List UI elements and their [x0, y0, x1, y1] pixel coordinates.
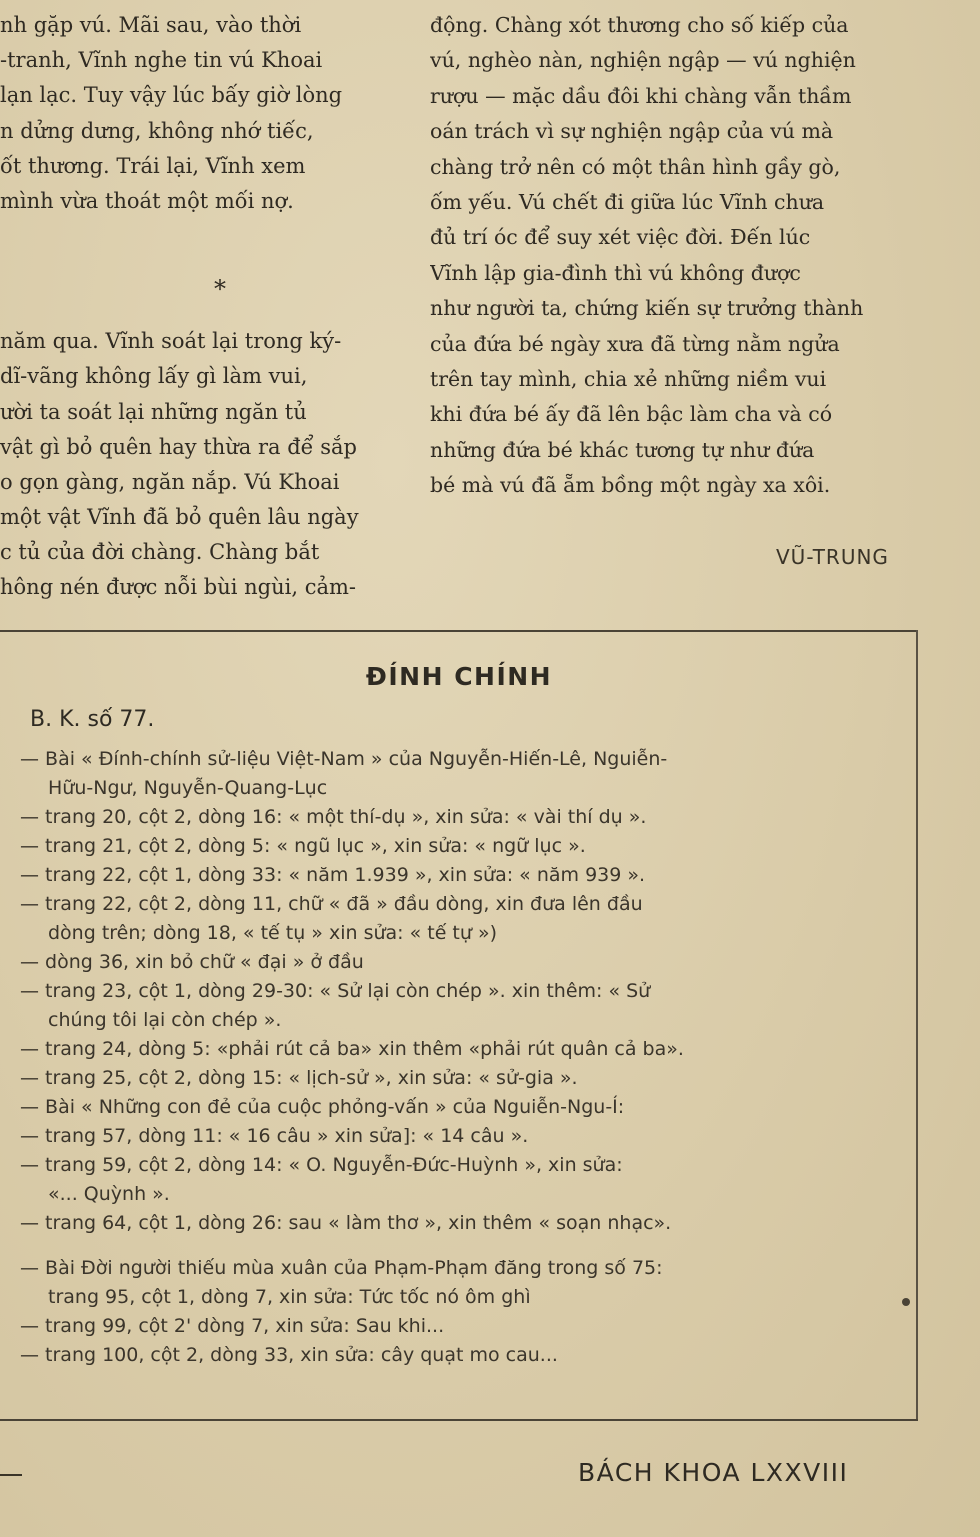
text-line: vật gì bỏ quên hay thừa ra để sắp [0, 434, 357, 459]
right-text-column [430, 8, 930, 503]
correction-line: «... Quỳnh ». [48, 1183, 170, 1205]
corrections-title: ĐÍNH CHÍNH [365, 662, 553, 691]
issue-reference: B. K. số 77. [30, 707, 155, 732]
text-line: của đứa bé ngày xưa đã từng nằm ngửa [430, 331, 840, 356]
ink-dot [902, 1298, 910, 1306]
text-line: dĩ-vãng không lấy gì làm vui, [0, 364, 308, 389]
text-line: -tranh, Vĩnh nghe tin vú Khoai [0, 48, 323, 73]
text-line: nh gặp vú. Mãi sau, vào thời [0, 13, 302, 37]
text-line: năm qua. Vĩnh soát lại trong ký- [0, 329, 342, 354]
correction-line: — trang 21, cột 2, dòng 5: « ngũ lục », xin sửa: « ngữ lục ». [20, 835, 586, 857]
text-line: những đứa bé khác tương tự như đứa [430, 437, 815, 462]
correction-line: dòng trên; dòng 18, « tế tụ » xin sửa: « tế tự ») [48, 922, 498, 944]
text-line: đủ trí óc để suy xét việc đời. Đến lúc [430, 225, 811, 250]
correction-line: — trang 59, cột 2, dòng 14: « O. Nguyễn-Đức-Huỳnh », xin sửa: [20, 1154, 623, 1176]
page-footer: BÁCH KHOA LXXVIII [578, 1458, 849, 1487]
correction-line: — Bài Đời người thiếu mùa xuân của Phạm-Phạm đăng trong số 75: [20, 1257, 663, 1279]
box-right-rule [916, 630, 918, 1420]
correction-line: — trang 23, cột 1, dòng 29-30: « Sử lại còn chép ». xin thêm: « Sử [20, 980, 651, 1002]
text-line: ốt thương. Trái lại, Vĩnh xem [0, 153, 306, 178]
text-line: một vật Vĩnh đã bỏ quên lâu ngày [0, 505, 359, 530]
correction-line: — trang 22, cột 1, dòng 33: « năm 1.939 », xin sửa: « năm 939 ». [20, 864, 646, 886]
text-line: bé mà vú đã ẵm bồng một ngày xa xôi. [430, 473, 831, 498]
correction-line: — trang 100, cột 2, dòng 33, xin sửa: cây quạt mo cau... [20, 1344, 558, 1366]
correction-line: chúng tôi lại còn chép ». [48, 1009, 282, 1031]
text-line: hông nén được nỗi bùi ngùi, cảm- [0, 575, 356, 600]
corrections-list [20, 745, 900, 1370]
text-line: rượu — mặc dầu đôi khi chàng vẫn thầm [430, 83, 852, 108]
correction-line: — trang 20, cột 2, dòng 16: « một thí-dụ », xin sửa: « vài thí dụ ». [20, 806, 647, 828]
text-line: khi đứa bé ấy đã lên bậc làm cha và có [430, 402, 833, 427]
correction-line: — trang 25, cột 2, dòng 15: « lịch-sử », xin sửa: « sử-gia ». [20, 1067, 578, 1089]
correction-line: — dòng 36, xin bỏ chữ « đại » ở đầu [20, 951, 364, 973]
text-line: động. Chàng xót thương cho số kiếp của [430, 13, 849, 37]
box-top-rule [0, 630, 918, 632]
correction-line: Hữu-Ngư, Nguyễn-Quang-Lục [48, 777, 328, 799]
left-text-column [0, 8, 400, 606]
correction-line: trang 95, cột 1, dòng 7, xin sửa: Tức tốc nó ôm ghì [48, 1286, 531, 1308]
article-author: VŨ-TRUNG [776, 545, 889, 569]
text-line: như người ta, chứng kiến sự trưởng thành [430, 296, 864, 321]
text-line: Vĩnh lập gia-đình thì vú không được [430, 260, 801, 285]
text-line: oán trách vì sự nghiện ngập của vú mà [430, 119, 834, 144]
correction-line: — trang 22, cột 2, dòng 11, chữ « đã » đầu dòng, xin đưa lên đầu [20, 893, 643, 915]
text-line: ười ta soát lại những ngăn tủ [0, 399, 307, 424]
text-line: n dửng dưng, không nhớ tiếc, [0, 118, 314, 143]
correction-line: — Bài « Đính-chính sử-liệu Việt-Nam » của Nguyễn-Hiến-Lê, Nguiễn- [20, 748, 668, 770]
correction-line: — trang 24, dòng 5: «phải rút cả ba» xin thêm «phải rút quân cả ba». [20, 1038, 684, 1060]
text-line: ốm yếu. Vú chết đi giữa lúc Vĩnh chưa [430, 189, 825, 214]
correction-line: — Bài « Những con đẻ của cuộc phỏng-vấn » của Nguiễn-Ngu-Í: [20, 1096, 625, 1118]
paragraph-gap [0, 219, 400, 254]
box-bottom-rule [0, 1419, 918, 1421]
correction-line: — trang 99, cột 2' dòng 7, xin sửa: Sau khi... [20, 1315, 445, 1337]
correction-line: — trang 64, cột 1, dòng 26: sau « làm thơ », xin thêm « soạn nhạc». [20, 1212, 672, 1234]
text-line: mình vừa thoát một mối nợ. [0, 188, 294, 213]
text-line: chàng trở nên có một thân hình gầy gò, [430, 154, 841, 179]
text-line: lạn lạc. Tuy vậy lúc bấy giờ lòng [0, 83, 343, 108]
text-line: vú, nghèo nàn, nghiện ngập — vú nghiện [430, 48, 856, 73]
section-break-asterisk: * [214, 275, 226, 304]
correction-line: — trang 57, dòng 11: « 16 câu » xin sửa]: « 14 câu ». [20, 1125, 529, 1147]
text-line: c tủ của đời chàng. Chàng bắt [0, 540, 320, 565]
text-line: o gọn gàng, ngăn nắp. Vú Khoai [0, 469, 340, 494]
footer-dash [0, 1474, 22, 1476]
text-line: trên tay mình, chia xẻ những niềm vui [430, 366, 827, 391]
